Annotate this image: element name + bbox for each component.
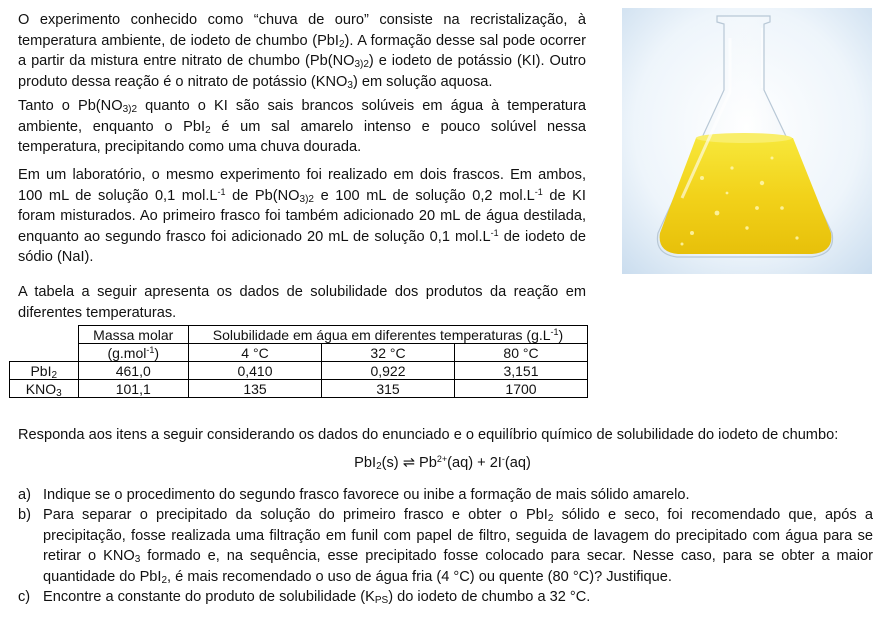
intro-paragraph-3: Em um laboratório, o mesmo experimento foi realizado em dois frascos. Em ambos, 100 mL de solução 0,1 $mol.L^{-1}$ de $Pb(NO_{3)2}$ e 100 mL de solução 0,2 $mol.L^{-1}$ de KI foram misturados. Ao primeiro frasco foi também adicionado 20 mL de água destilada, enquanto ao segundo frasco foi adicionado 20 mL de solução 0,1 $mol.L^{-1}$ de iodeto de sódio (NaI). (18, 167, 586, 266)
flask-photo (622, 8, 872, 274)
item-text: Indique se o procedimento do segundo frasco favorece ou inibe a formação de mais sólido amarelo. (43, 487, 690, 503)
item-label: c) (18, 589, 31, 606)
temp-header: 80 °C (455, 344, 588, 362)
molar-mass-header: Massa molar (78, 326, 189, 344)
equilibrium-equation: PbI$_2$(s) ⇌ $Pb^{2+}(aq) + 2I^-(aq)$ (354, 454, 531, 472)
table-corner (10, 326, 79, 362)
question-prompt: Responda aos itens a seguir considerando os dados do enunciado e o equilíbrio químico de solubilidade do iodeto de chumbo: (18, 427, 839, 443)
row-formula: PbI$_2$ (10, 362, 79, 380)
intro-paragraph-4: A tabela a seguir apresenta os dados de solubilidade dos produtos da reação em diferentes temperaturas. (18, 284, 586, 321)
row-formula: $KNO_3$ (10, 380, 79, 398)
item-label: a) (18, 487, 31, 503)
row-molar-mass: 101,1 (78, 380, 189, 398)
row-molar-mass: 461,0 (78, 362, 189, 380)
intro-paragraph-1: O experimento conhecido como “chuva de ouro” consiste na recristalização, à temperatura ambiente, de iodeto de chumbo (PbI$_2$). A formação desse sal pode ocorrer a partir da mistura entre nitrato de chumbo ($Pb(NO_{3)2})$ e iodeto de potássio (KI). Outro produto dessa reação é o nitrato de potássio $(KNO_3)$ em solução aquosa. (18, 12, 586, 91)
row-value: 0,922 (322, 362, 455, 380)
question-item-c: c) Encontre a constante do produto de solubilidade $(K_{PS})$ do iodeto de chumbo a 32 °C. (18, 589, 591, 607)
row-value: 3,151 (455, 362, 588, 380)
row-value: 135 (189, 380, 322, 398)
question-item-a (18, 485, 873, 505)
row-value: 1700 (455, 380, 588, 398)
item-label: b) (18, 507, 31, 524)
row-value: 0,410 (189, 362, 322, 380)
solubility-table (9, 325, 588, 398)
question-item-b: b) Para separar o precipitado da solução do primeiro frasco e obter o PbI$_2$ sólido e seco, foi recomendado que, após a precipitação, fosse realizada uma filtração em funil com papel de filtro, seguida de lavagem do precipitado com água para se retirar o $KNO_3$ formado e, na sequência, esse precipitado fosse colocado para secar. Nesse caso, para se obter a maior quantidade do PbI$_2$, é mais recomendado o uso de água fria (4 °C) ou quente (80 °C)? Justifique. (18, 507, 874, 586)
row-value: 315 (322, 380, 455, 398)
temp-header: 4 °C (189, 344, 322, 362)
solubility-header: Solubilidade em água em diferentes temperaturas $(g.L^{-1})$ (189, 326, 588, 344)
table-row (10, 362, 588, 380)
intro-paragraph-2: Tanto o $Pb(NO_{3)2}$ quanto o KI são sais brancos solúveis em água à temperatura ambiente, enquanto o PbI$_2$ é um sal amarelo intenso e pouco solúvel nessa temperatura, precipitando como uma chuva dourada. (18, 98, 586, 156)
molar-mass-unit: (g.mol$^{-1}$) (78, 344, 189, 362)
table-row (10, 380, 588, 398)
question-items (18, 485, 873, 607)
temp-header: 32 °C (322, 344, 455, 362)
